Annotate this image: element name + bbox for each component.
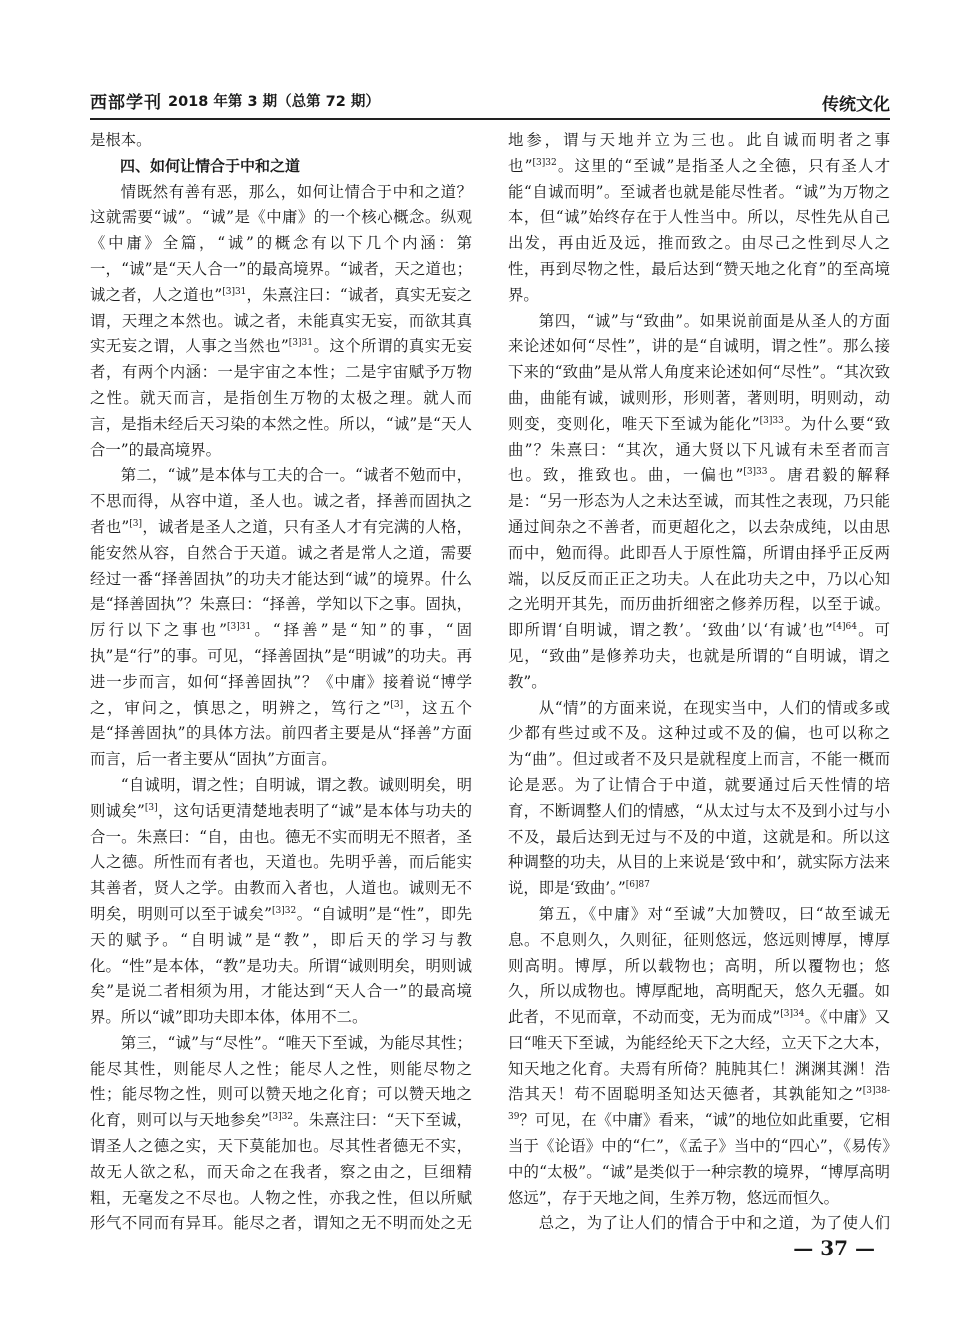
- paragraph-text: 。唐君毅的解释是：“另一形态为人之未达至诚，而其性之表现，乃只能通过间杂之不善者，而更超化之，以去杂成纯，以由思而中，勉而得。此即吾人于原性篇，所谓由择乎正反两端，以反反而正正之功夫。人在此功夫之中，乃以心知之光明开其先，而历曲折细密之修养历程，以至于诚。即所谓‘自明诚，谓之教’。‘致曲’以‘有诚’也”: [508, 466, 890, 640]
- paragraph-text: 。这里的“至诚”是指圣人之全德，只有圣人才能“自诚而明”。至诚者也就是能尽性者。“诚”为万物之本，但“诚”始终存在于人性当中。所以，尽性先从自己出发，再由近及远，推而致之。由尽己之性到尽人之性，再到尽物之性，最后达到“赞天地之化育”的至高境界。: [508, 156, 890, 304]
- paragraph: [508, 696, 890, 902]
- paragraph-text: 地参，谓与天地并立为三也。此自诚而明者之事也”: [508, 131, 890, 175]
- footnote-ref: [3]33: [759, 415, 784, 426]
- issue-info: 2018 年第 3 期（总第 72 期）: [168, 94, 380, 110]
- paragraph-text: ，这句话更清楚地表明了“诚”是本体与功夫的合一。朱熹曰：“自，由也。德无不实而明无不照者，圣人之德。所性而有者也，天道也。先明乎善，而后能实其善者，贤人之学。由教而入者也，人道也。诚则无不明矣，明则可以至于诚矣”: [90, 801, 472, 923]
- paragraph-text: ，朱熹注曰：“诚者，真实无妄之谓，天理之本然也。诚之者，未能真实无妄，而欲其真实无妄之谓，人事之当然也”: [90, 285, 472, 356]
- footnote-ref: [3]31: [222, 286, 247, 297]
- section-heading: 四、如何让情合于中和之道: [120, 156, 301, 175]
- footnote-ref: [3]31: [288, 338, 313, 349]
- footnote-ref: [3]38-39: [508, 1086, 890, 1123]
- paragraph-text: “自诚明，谓之性；自明诚，谓之教。诚则明矣，明则诚矣”: [90, 775, 472, 820]
- paragraph: [90, 1031, 472, 1236]
- paragraph: [90, 180, 472, 464]
- paragraph-text: ，诚者是圣人之道，只有圣人才有完满的人格，能安然从容，自然合于天道。诚之者是常人之道，需要经过一番“择善固执”的功夫才能达到“诚”的境界。什么是“择善固执”？朱熹曰：“择善，学知以下之事。固执，厉行以下之事也”: [90, 517, 472, 640]
- section-title: 传统文化: [822, 95, 890, 115]
- footnote-ref: [3]31: [227, 622, 252, 633]
- paragraph: [508, 128, 890, 309]
- paragraph-text: 第四，“诚”与“致曲”。如果说前面是从圣人的方面来论述如何“尽性”，讲的是“自诚明，谓之性”。那么接下来的“致曲”是从常人角度来论述如何“尽性”。“其次致曲，曲能有诚，诚则形，形则著，著则明，明则动，动则变，变则化，唯天下至诚为能化”: [508, 311, 890, 433]
- footnote-ref: [3]33: [743, 467, 768, 478]
- paragraph-text: 第五，《中庸》对“至诚”大加赞叹，曰“故至诚无息。不息则久，久则征，征则悠远，悠远则博厚，博厚则高明。博厚，所以载物也；高明，所以覆物也；悠久，所以成物也。博厚配地，高明配天，悠久无疆。如此者，不见而章，不动而变，无为而成”: [508, 904, 890, 1027]
- footnote-ref: [4]64: [832, 622, 857, 633]
- right-column: [508, 128, 890, 1236]
- journal-name: 西部学刊: [90, 93, 162, 113]
- left-column: [90, 128, 472, 1236]
- paragraph-text: ？可见，在《中庸》看来，“诚”的地位如此重要，它相当于《论语》中的“仁”，《孟子》当中的“四心”，《易传》中的“太极”。“诚”是类似于一种宗教的境界，“博厚高明悠远”，存于天地之间，生养万物，悠远而恒久。: [508, 1111, 890, 1207]
- paragraph: [90, 773, 472, 1031]
- paragraph: 总之，为了让人们的情合于中和之道，为了使人们: [538, 1214, 890, 1233]
- paragraph-text: 。“择善”是“知”的事，“固执”是“行”的事。可见，“择善固执”是“明诚”的功夫。再进一步而言，如何“择善固执”？《中庸》接着说“博学之，审问之，慎思之，明辨之，笃行之”: [90, 621, 472, 717]
- footnote-ref: [3]32: [268, 1112, 294, 1123]
- paragraph: [508, 309, 890, 696]
- paragraph-text: 。《中庸》又曰“唯天下至诚，为能经纶天下之大经，立天下之大本，知天地之化育。夫焉有所倚？肫肫其仁！渊渊其渊！浩浩其天！苟不固聪明圣知达天德者，其孰能知之”: [508, 1008, 890, 1104]
- paragraph-text: 。可见，“致曲”是修养功夫，也就是所谓的“自明诚，谓之教”。: [508, 621, 890, 691]
- footnote-ref: [3]32: [272, 905, 297, 916]
- paragraph-text: 情既然有善有恶，那么，如何让情合于中和之道？这就需要“诚”。“诚”是《中庸》的一个核心概念。纵观《中庸》全篇，“诚”的概念有以下几个内涵：第一，“诚”是“天人合一”的最高境界。“诚者，天之道也；诚之者，人之道也”: [90, 182, 472, 304]
- paragraph-text: 从“情”的方面来说，在现实当中，人们的情或多或少都有些过或不及。这种过或不及的偏，也可以称之为“曲”。但过或者不及只是就程度上而言，不能一概而论是恶。为了让情合于中道，就要通过后天性情的培育，不断调整人们的情感，“从太过与太不及到小过与小不及，最后达到无过与不及的中道，这就是和。所以这种调整的功夫，从目的上来说是‘致中和’，就实际方法来说，即是‘致曲’。”: [508, 698, 890, 898]
- paragraph-text: 。朱熹注曰：“天下至诚，谓圣人之德之实，天下莫能加也。尽其性者德无不实，故无人欲之私，而天命之在我者，察之由之，巨细精粗，无毫发之不尽也。人物之性，亦我之性，但以所赋形气不同而有异耳。能尽之者，谓知之无不明而处之无: [90, 1111, 472, 1233]
- footnote-ref: [3]: [129, 518, 143, 529]
- footnote-ref: [3]32: [532, 157, 557, 168]
- running-header: [90, 86, 890, 120]
- footnote-ref: [3]: [144, 802, 158, 813]
- footnote-ref: [6]87: [625, 879, 650, 890]
- footnote-ref: [3]34: [780, 1008, 805, 1019]
- paragraph-text: 。为什么要“致曲”？朱熹曰：“其次，通大贤以下凡诚有未至者而言也。致，推致也。曲，一偏也”: [508, 414, 890, 485]
- page-number: — 37 —: [793, 1236, 875, 1260]
- paragraph-text: ，这五个是“择善固执”的具体方法。前四者主要是从“择善”方面而言，后一者主要从“固执”方面言。: [90, 698, 472, 769]
- paragraph-text: 。“自诚明”是“性”，即先天的赋予。“自明诚”是“教”，即后天的学习与教化。“性”是本体，“教”是功夫。所谓“诚则明矣，明则诚矣”是说二者相须为用，才能达到“天人合一”的最高境界。所以“诚”即功夫即本体，体用不二。: [90, 904, 472, 1027]
- paragraph: 是根本。: [90, 131, 152, 149]
- footnote-ref: [3]: [390, 699, 404, 710]
- paragraph-text: 。这个所谓的真实无妄者，有两个内涵：一是宇宙之本性；二是宇宙赋予万物之性。就天而言，是指创生万物的太极之理。就人而言，是指未经后天习染的本然之性。所以，“诚”是“天人合一”的最高境界。: [90, 337, 472, 459]
- paragraph-text: 第三，“诚”与“尽性”。“唯天下至诚，为能尽其性；能尽其性，则能尽人之性；能尽人之性，则能尽物之性；能尽物之性，则可以赞天地之化育；可以赞天地之化育，则可以与天地参矣”: [90, 1033, 472, 1130]
- paragraph: [90, 463, 472, 773]
- paragraph: [508, 902, 890, 1212]
- paragraph-text: 第二，“诚”是本体与工夫的合一。“诚者不勉而中，不思而得，从容中道，圣人也。诚之者，择善而固执之者也”: [90, 466, 472, 536]
